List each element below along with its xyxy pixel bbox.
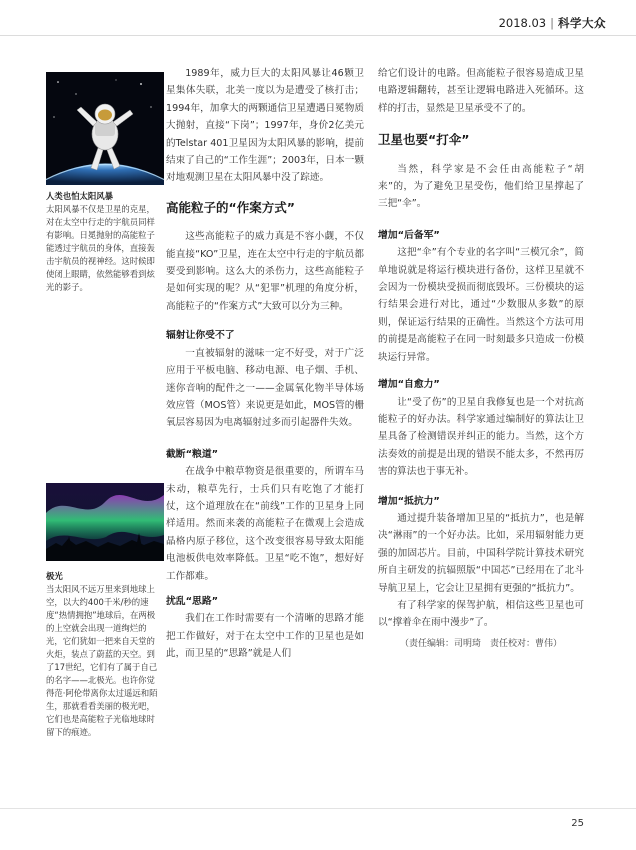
paragraph: 1989年，威力巨大的太阳风暴让46颗卫星集体失联，北美一度以为是遭受了核打击；1994年，加拿大的两颗通信卫星遭遇日冕物质大抛射，直接“下岗”；1997年，身价2亿美元的Telstar 401卫星因为太阳风暴的影响，提前结束了自己的“工作生涯”；2003年，日本一颗对地观测卫星在太阳风暴中没了踪迹。 <box>166 68 364 184</box>
caption-aurora <box>46 570 162 739</box>
article-column-1 <box>166 65 364 663</box>
page-number: 25 <box>571 818 584 829</box>
paragraph: 一直被辐射的滋味一定不好受，对于广泛应用于平板电脑、移动电源、电子烟、手机、迷你音响的配件之一——金属氧化物半导体场效应管（MOS管）来说更是如此，MOS管的栅氧层容易因为电离辐射过多而引起器件失效。 <box>166 347 364 429</box>
subheading: 辐射让你受不了 <box>166 330 235 342</box>
paragraph: 这些高能粒子的威力真是不容小觑，不仅能直接“KO”卫星，连在太空中行走的宇航员都要受到影响。这么大的杀伤力，这些高能粒子是如何实现的呢？从“犯罪”机理的角度分析，高能粒子的“作案方式”大致可以分为三种。 <box>166 231 364 312</box>
caption-text: 太阳风暴不仅是卫星的克星，对在太空中行走的宇航员同样有影响。日冕抛射的高能粒子能透过宇航员的身体，直接轰击宇航员的视神经。这时候即使闭上眼睛，依然能够看到炫光的影子。 <box>46 204 155 292</box>
paragraph: 在战争中粮草物资是很重要的，所谓车马未动，粮草先行，士兵们只有吃饱了才能打仗，这个道理放在在“前线”工作的卫星身上同样适用。然而来袭的高能粒子在微观上会造成晶格内原子移位，这个改变很容易导致太阳能电池板供电效率降低。卫星“吃不饱”，想好好工作都难。 <box>166 466 364 582</box>
header-separator: | <box>550 16 554 30</box>
subheading: 增加“自愈力” <box>378 379 440 391</box>
caption-title: 极光 <box>46 571 63 581</box>
aurora-night-sky-image <box>46 483 164 561</box>
section-heading: 卫星也要“打伞” <box>378 132 470 148</box>
paragraph: 我们在工作时需要有一个清晰的思路才能把工作做好，对于在太空中工作的卫星也是如此，而卫星的“思路”就是人们 <box>166 613 364 660</box>
article-column-2 <box>378 65 584 653</box>
paragraph: 让“受了伤”的卫星自我修复也是一个对抗高能粒子的好办法。科学家通过编制好的算法让卫星具备了检测错误并纠正的能力。当然，这个方法奏效的前提是出现的错误不能太多，不然再厉害的算法也于事无补。 <box>378 396 584 478</box>
subheading: 增加“后备军” <box>378 229 440 241</box>
paragraph: 给它们设计的电路。但高能粒子很容易造成卫星电路逻辑翻转，甚至让逻辑电路进入死循环。这样的打击，显然是卫星承受不了的。 <box>378 68 584 114</box>
subheading: 增加“抵抗力” <box>378 495 440 507</box>
section-heading: 高能粒子的“作案方式” <box>166 199 295 215</box>
footer-rule <box>0 808 636 809</box>
caption-text: 当太阳风不远万里来到地球上空，以大约400千米/秒的速度“热情拥抱”地球后，在两极的上空就会出现一道绚烂的光，它们犹如一把来自天堂的火炬，装点了蔚蓝的天空。到了17世纪，它们有了属于自己的名字——北极光。也许你觉得范·阿伦带离你太过遥远和陌生，那就看看美丽的极光吧，它们也是高能粒子光临地球时留下的痕迹。 <box>46 584 158 737</box>
issue-date: 2018.03 <box>498 16 547 30</box>
paragraph: 当然，科学家是不会任由高能粒子“胡来”的，为了避免卫星受伤，他们给卫星撑起了三把“伞”。 <box>378 163 584 210</box>
caption-title: 人类也怕太阳风暴 <box>46 191 113 201</box>
page-header <box>499 14 606 32</box>
subheading: 扰乱“思路” <box>166 595 219 607</box>
header-rule <box>0 35 636 36</box>
paragraph: 这把“伞”有个专业的名字叫“三模冗余”，简单地说就是将运行模块进行备份，这样卫星就不会因为一份模块受损而彻底毁坏。三份模块的运行结果会进行对比，通过“少数服从多数”的原则，保证运行结果的正确性。当然这个方法可用的前提是高能粒子在同一时刻最多只造成一份模块运行异常。 <box>378 247 584 363</box>
caption-astronaut <box>46 190 162 294</box>
paragraph: 有了科学家的保驾护航，相信这些卫星也可以“撑着伞在雨中漫步”了。 <box>378 599 584 629</box>
editor-credit: （责任编辑：司明琦 责任校对：曹伟） <box>399 638 562 649</box>
magazine-name: 科学大众 <box>558 16 606 30</box>
paragraph: 通过提升装备增加卫星的“抵抗力”，也是解决“淋雨”的一个好办法。比如，采用辐射能力更强的加固芯片。目前，中国科学院计算技术研究所自主研发的抗辐照版“中国芯”已经用在了北斗导航卫星上，它会让卫星拥有更强的“抵抗力”。 <box>378 512 584 594</box>
subheading: 截断“粮道” <box>166 448 219 460</box>
astronaut-in-space-image <box>46 72 164 185</box>
